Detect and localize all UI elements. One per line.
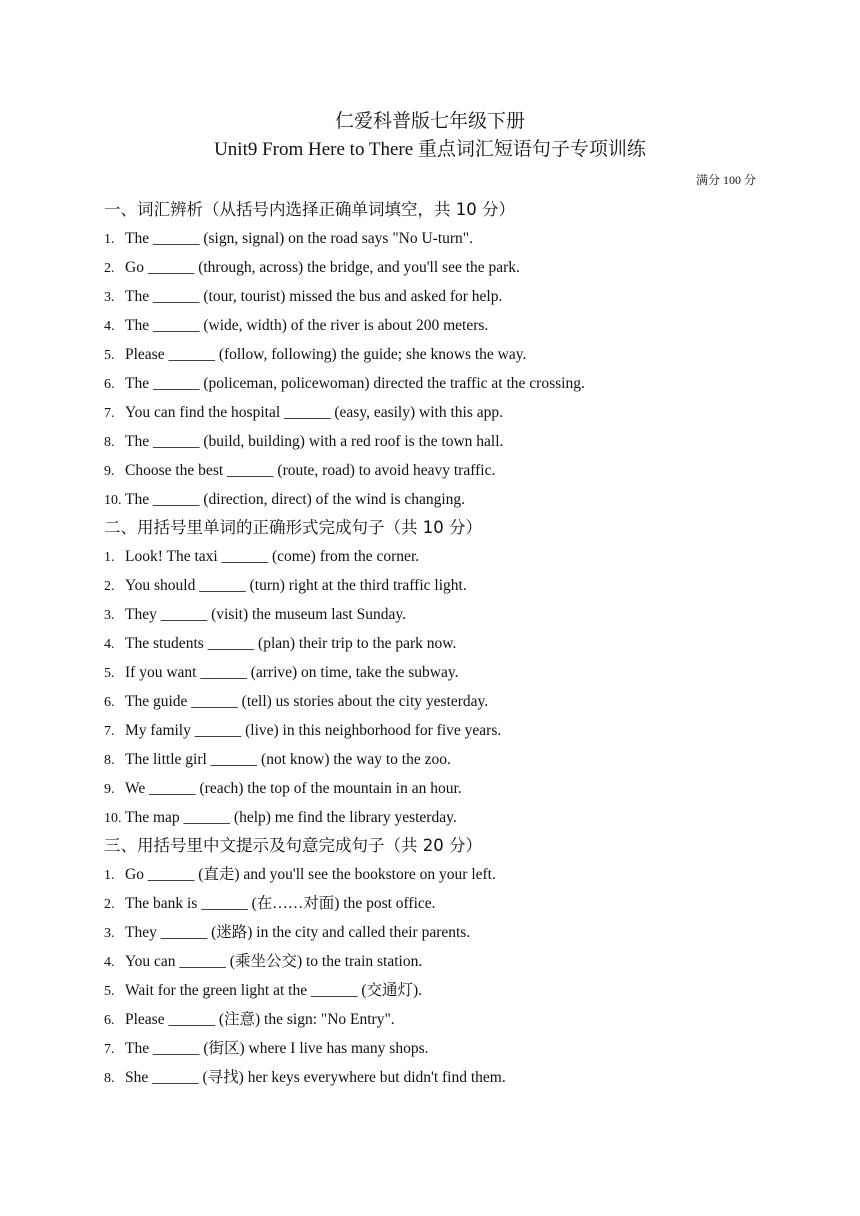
question-item [104,687,784,716]
question-number: 4. [104,637,115,652]
question-item [104,282,784,311]
question-number: 10. [104,493,122,508]
question-number: 1. [104,232,115,247]
question-text: The ______ (sign, signal) on the road says "No U-turn". [125,230,474,247]
section-title: 二、用括号里单词的正确形式完成句子（共 10 分） [104,518,482,537]
question-number: 3. [104,290,115,305]
question-text: The ______ (街区) where I live has many shops. [125,1040,429,1057]
question-number: 7. [104,1042,115,1057]
full-score-label: 满分 100 分 [695,173,756,187]
question-text: They ______ (迷路) in the city and called their parents. [125,924,471,941]
question-number: 7. [104,406,115,421]
question-item [104,369,784,398]
question-item [104,1034,784,1063]
question-item [104,918,784,947]
question-item [104,427,784,456]
question-number: 9. [104,782,115,797]
question-item [104,774,784,803]
question-text: The little girl ______ (not know) the way to the zoo. [125,751,451,768]
question-item [104,976,784,1005]
question-number: 5. [104,348,115,363]
question-item [104,253,784,282]
question-item [104,224,784,253]
question-number: 1. [104,550,115,565]
question-number: 6. [104,377,115,392]
question-text: The map ______ (help) me find the library yesterday. [125,809,457,826]
question-number: 4. [104,319,115,334]
question-item [104,745,784,774]
question-text: The ______ (direction, direct) of the wind is changing. [125,491,466,508]
question-text: The bank is ______ (在……对面) the post office. [125,895,436,912]
exercise-section [104,514,784,832]
question-text: My family ______ (live) in this neighborhood for five years. [125,722,502,739]
document-subtitle: Unit9 From Here to There 重点词汇短语句子专项训练 [214,139,646,160]
exercise-section [104,832,784,1092]
question-text: Wait for the green light at the ______ (交通灯). [125,982,423,999]
question-item [104,542,784,571]
question-item [104,658,784,687]
question-text: The ______ (policeman, policewoman) directed the traffic at the crossing. [125,375,585,392]
question-text: The students ______ (plan) their trip to the park now. [125,635,457,652]
exercise-section [104,196,784,514]
question-text: If you want ______ (arrive) on time, take the subway. [125,664,459,681]
exercise-content [104,196,784,1092]
question-number: 2. [104,579,115,594]
question-item [104,398,784,427]
question-text: The guide ______ (tell) us stories about the city yesterday. [125,693,489,710]
question-number: 10. [104,811,122,826]
question-text: You should ______ (turn) right at the third traffic light. [125,577,467,594]
question-number: 2. [104,261,115,276]
question-item [104,485,784,514]
question-item [104,311,784,340]
question-number: 5. [104,666,115,681]
question-text: Choose the best ______ (route, road) to avoid heavy traffic. [125,462,496,479]
question-item [104,860,784,889]
question-item [104,716,784,745]
question-item [104,340,784,369]
document-title: 仁爱科普版七年级下册 [334,110,525,132]
question-text: The ______ (tour, tourist) missed the bus and asked for help. [125,288,503,305]
question-number: 7. [104,724,115,739]
question-text: They ______ (visit) the museum last Sunday. [125,606,406,623]
question-text: Please ______ (follow, following) the guide; she knows the way. [125,346,527,363]
question-number: 8. [104,753,115,768]
question-number: 1. [104,868,115,883]
question-number: 2. [104,897,115,912]
question-item [104,1063,784,1092]
question-number: 4. [104,955,115,970]
question-text: Please ______ (注意) the sign: "No Entry". [125,1011,395,1028]
question-number: 9. [104,464,115,479]
question-text: Go ______ (直走) and you'll see the bookstore on your left. [125,866,496,883]
question-number: 3. [104,608,115,623]
section-title: 一、词汇辨析（从括号内选择正确单词填空，共 10 分） [104,200,515,219]
question-text: The ______ (build, building) with a red roof is the town hall. [125,433,504,450]
question-text: The ______ (wide, width) of the river is about 200 meters. [125,317,489,334]
question-item [104,889,784,918]
question-number: 6. [104,695,115,710]
question-text: Look! The taxi ______ (come) from the corner. [125,548,420,565]
section-title: 三、用括号里中文提示及句意完成句子（共 20 分） [104,836,482,855]
question-text: You can find the hospital ______ (easy, easily) with this app. [125,404,503,421]
question-number: 6. [104,1013,115,1028]
question-item [104,456,784,485]
question-item [104,600,784,629]
question-number: 3. [104,926,115,941]
question-item [104,1005,784,1034]
question-text: You can ______ (乘坐公交) to the train station. [125,953,423,970]
question-number: 8. [104,1071,115,1086]
question-text: She ______ (寻找) her keys everywhere but didn't find them. [125,1069,506,1086]
question-item [104,571,784,600]
question-item [104,629,784,658]
question-text: Go ______ (through, across) the bridge, and you'll see the park. [125,259,520,276]
question-item [104,947,784,976]
question-number: 5. [104,984,115,999]
question-item [104,803,784,832]
question-number: 8. [104,435,115,450]
question-text: We ______ (reach) the top of the mountain in an hour. [125,780,462,797]
